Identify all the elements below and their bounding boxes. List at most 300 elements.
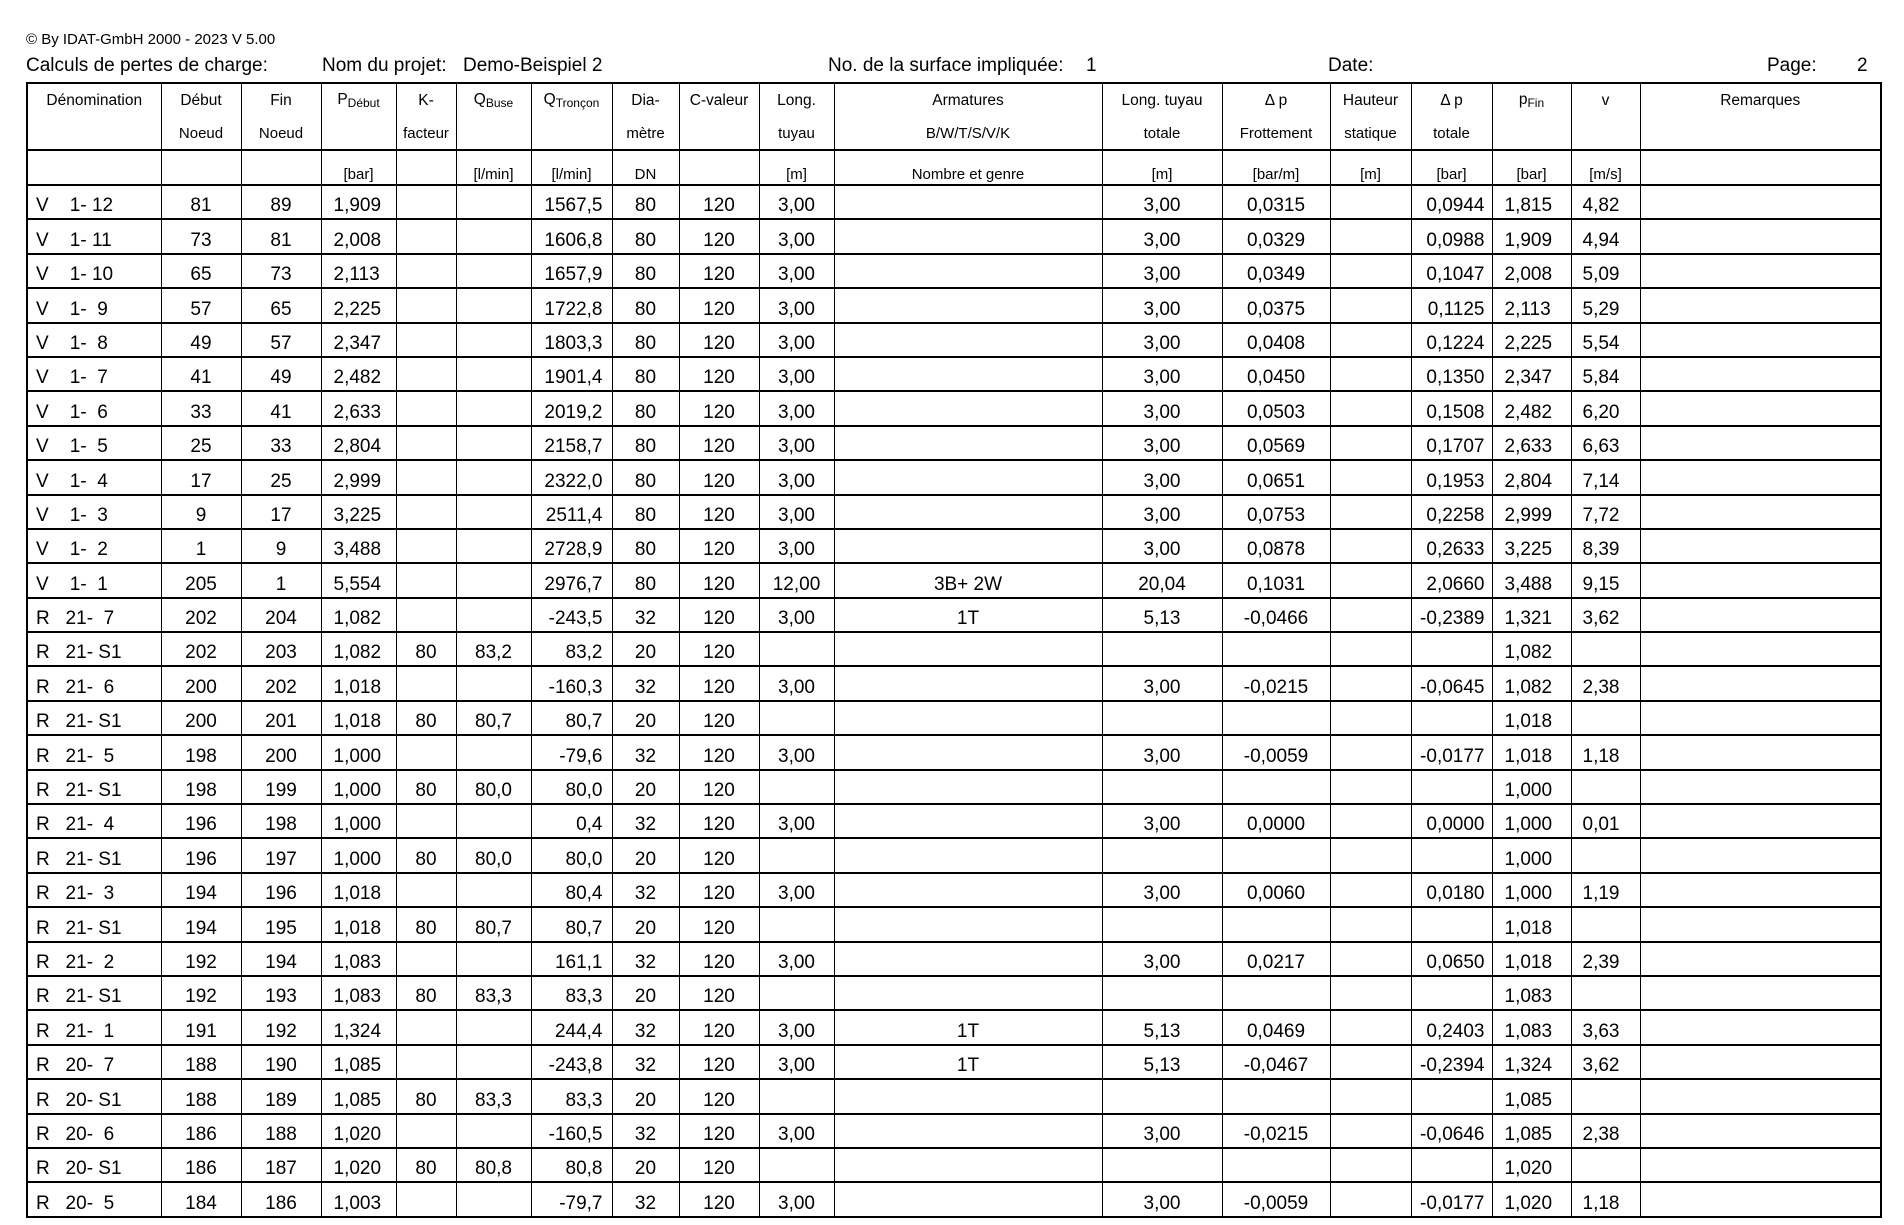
- cell-k-facteur: [396, 426, 456, 460]
- cell-debut-noeud: 25: [161, 426, 241, 460]
- cell-remarques: [1640, 219, 1881, 253]
- cell-q-troncon: 83,3: [531, 1079, 612, 1113]
- table-row: [27, 942, 1881, 976]
- cell-k-facteur: 80: [396, 1079, 456, 1113]
- table-row: [27, 598, 1881, 632]
- col-subheader-q-buse: [456, 117, 531, 150]
- col-unit-remarques: [1640, 150, 1881, 185]
- pressure-loss-table: [26, 82, 1882, 1218]
- cell-c-valeur: 120: [679, 1010, 759, 1044]
- col-header-label: Fin: [270, 91, 292, 109]
- cell-armatures: [834, 495, 1102, 529]
- col-unit-long-tuyau-totale: [m]: [1102, 150, 1222, 185]
- cell-vitesse: 5,84: [1571, 357, 1640, 391]
- cell-diametre: 20: [612, 907, 679, 941]
- col-header-k-facteur: [396, 83, 456, 117]
- cell-hauteur-statique: [1330, 907, 1411, 941]
- cell-long-tuyau: 3,00: [759, 666, 834, 700]
- cell-q-buse: [456, 357, 531, 391]
- cell-q-troncon: 1901,4: [531, 357, 612, 391]
- cell-diametre: 80: [612, 563, 679, 597]
- cell-denomination: V 1- 1: [27, 563, 161, 597]
- cell-debut-noeud: 188: [161, 1045, 241, 1079]
- cell-p-debut: 1,003: [321, 1182, 396, 1216]
- cell-remarques: [1640, 563, 1881, 597]
- cell-diametre: 32: [612, 598, 679, 632]
- cell-vitesse: 9,15: [1571, 563, 1640, 597]
- col-header-c-valeur: [679, 83, 759, 117]
- col-header-label: C-valeur: [689, 91, 749, 109]
- cell-debut-noeud: 196: [161, 804, 241, 838]
- cell-p-fin: 1,020: [1492, 1148, 1571, 1182]
- cell-vitesse: 1,18: [1571, 1182, 1640, 1216]
- cell-vitesse: [1571, 838, 1640, 872]
- cell-fin-noeud: 204: [241, 598, 321, 632]
- cell-long-tuyau-totale: [1102, 1079, 1222, 1113]
- cell-debut-noeud: 205: [161, 563, 241, 597]
- cell-vitesse: 5,09: [1571, 254, 1640, 288]
- cell-p-debut: 5,554: [321, 563, 396, 597]
- cell-diametre: 32: [612, 1010, 679, 1044]
- cell-c-valeur: 120: [679, 219, 759, 253]
- cell-k-facteur: 80: [396, 632, 456, 666]
- cell-dp-frottement: 0,0651: [1222, 460, 1330, 494]
- cell-c-valeur: 120: [679, 460, 759, 494]
- cell-hauteur-statique: [1330, 254, 1411, 288]
- cell-c-valeur: 120: [679, 563, 759, 597]
- cell-remarques: [1640, 1182, 1881, 1216]
- col-subheader-denomination: [27, 117, 161, 150]
- cell-dp-totale: 0,1224: [1411, 323, 1492, 357]
- cell-dp-frottement: 0,0060: [1222, 873, 1330, 907]
- cell-long-tuyau-totale: 3,00: [1102, 185, 1222, 219]
- cell-fin-noeud: 199: [241, 770, 321, 804]
- cell-fin-noeud: 196: [241, 873, 321, 907]
- cell-p-fin: 1,018: [1492, 907, 1571, 941]
- cell-dp-totale: 2,0660: [1411, 563, 1492, 597]
- cell-dp-totale: [1411, 632, 1492, 666]
- cell-hauteur-statique: [1330, 357, 1411, 391]
- cell-q-buse: [456, 460, 531, 494]
- col-header-subscript: Tronçon: [555, 96, 600, 110]
- cell-debut-noeud: 65: [161, 254, 241, 288]
- cell-denomination: R 21- S1: [27, 632, 161, 666]
- cell-p-debut: 3,488: [321, 529, 396, 563]
- cell-debut-noeud: 9: [161, 495, 241, 529]
- table-row: [27, 1079, 1881, 1113]
- cell-c-valeur: 120: [679, 391, 759, 425]
- cell-debut-noeud: 202: [161, 632, 241, 666]
- cell-k-facteur: [396, 185, 456, 219]
- cell-dp-frottement: [1222, 1148, 1330, 1182]
- cell-remarques: [1640, 495, 1881, 529]
- col-header-dp-frottement: [1222, 83, 1330, 117]
- cell-dp-totale: [1411, 1148, 1492, 1182]
- cell-debut-noeud: 202: [161, 598, 241, 632]
- cell-k-facteur: [396, 529, 456, 563]
- cell-diametre: 20: [612, 838, 679, 872]
- cell-debut-noeud: 1: [161, 529, 241, 563]
- cell-long-tuyau-totale: 3,00: [1102, 666, 1222, 700]
- cell-long-tuyau-totale: 3,00: [1102, 460, 1222, 494]
- cell-remarques: [1640, 185, 1881, 219]
- cell-denomination: V 1- 10: [27, 254, 161, 288]
- cell-vitesse: [1571, 770, 1640, 804]
- cell-remarques: [1640, 838, 1881, 872]
- cell-hauteur-statique: [1330, 323, 1411, 357]
- cell-long-tuyau-totale: 3,00: [1102, 357, 1222, 391]
- cell-denomination: R 21- 3: [27, 873, 161, 907]
- cell-dp-frottement: -0,0059: [1222, 735, 1330, 769]
- cell-q-buse: 83,2: [456, 632, 531, 666]
- cell-long-tuyau: 3,00: [759, 357, 834, 391]
- cell-vitesse: 3,62: [1571, 1045, 1640, 1079]
- cell-p-fin: 2,225: [1492, 323, 1571, 357]
- cell-p-fin: 1,082: [1492, 666, 1571, 700]
- cell-hauteur-statique: [1330, 942, 1411, 976]
- cell-diametre: 80: [612, 219, 679, 253]
- cell-c-valeur: 120: [679, 1114, 759, 1148]
- col-subheader-p-fin: [1492, 117, 1571, 150]
- cell-denomination: V 1- 11: [27, 219, 161, 253]
- cell-k-facteur: 80: [396, 701, 456, 735]
- cell-dp-frottement: 0,0408: [1222, 323, 1330, 357]
- cell-dp-frottement: [1222, 907, 1330, 941]
- cell-long-tuyau: 3,00: [759, 1045, 834, 1079]
- copyright-notice: © By IDAT-GmbH 2000 - 2023 V 5.00: [26, 31, 276, 48]
- cell-diametre: 80: [612, 323, 679, 357]
- cell-long-tuyau-totale: [1102, 907, 1222, 941]
- cell-fin-noeud: 189: [241, 1079, 321, 1113]
- cell-armatures: [834, 666, 1102, 700]
- cell-p-debut: 1,020: [321, 1114, 396, 1148]
- cell-q-buse: [456, 666, 531, 700]
- cell-k-facteur: 80: [396, 907, 456, 941]
- cell-remarques: [1640, 907, 1881, 941]
- col-header-remarques: [1640, 83, 1881, 117]
- cell-long-tuyau-totale: 3,00: [1102, 1182, 1222, 1216]
- cell-armatures: [834, 357, 1102, 391]
- cell-p-fin: 1,018: [1492, 701, 1571, 735]
- cell-p-debut: 1,018: [321, 873, 396, 907]
- cell-dp-totale: 0,1125: [1411, 288, 1492, 322]
- cell-remarques: [1640, 1079, 1881, 1113]
- cell-hauteur-statique: [1330, 873, 1411, 907]
- cell-k-facteur: 80: [396, 770, 456, 804]
- cell-diametre: 20: [612, 701, 679, 735]
- cell-hauteur-statique: [1330, 1182, 1411, 1216]
- cell-q-buse: [456, 1045, 531, 1079]
- cell-dp-totale: 0,1707: [1411, 426, 1492, 460]
- cell-dp-totale: 0,0000: [1411, 804, 1492, 838]
- cell-k-facteur: [396, 1114, 456, 1148]
- cell-q-troncon: 83,2: [531, 632, 612, 666]
- col-subheader-remarques: [1640, 117, 1881, 150]
- cell-q-troncon: 2976,7: [531, 563, 612, 597]
- cell-p-fin: 1,000: [1492, 838, 1571, 872]
- cell-armatures: [834, 426, 1102, 460]
- cell-p-debut: 1,018: [321, 666, 396, 700]
- cell-q-troncon: -160,3: [531, 666, 612, 700]
- cell-p-fin: 2,113: [1492, 288, 1571, 322]
- cell-q-buse: [456, 1010, 531, 1044]
- cell-c-valeur: 120: [679, 1182, 759, 1216]
- col-unit-denomination: [27, 150, 161, 185]
- col-header-label: Début: [180, 91, 222, 109]
- cell-long-tuyau-totale: 3,00: [1102, 288, 1222, 322]
- cell-debut-noeud: 194: [161, 873, 241, 907]
- cell-long-tuyau-totale: [1102, 838, 1222, 872]
- cell-q-buse: [456, 873, 531, 907]
- cell-q-troncon: 2322,0: [531, 460, 612, 494]
- cell-remarques: [1640, 598, 1881, 632]
- cell-diametre: 80: [612, 185, 679, 219]
- cell-hauteur-statique: [1330, 460, 1411, 494]
- cell-fin-noeud: 200: [241, 735, 321, 769]
- cell-long-tuyau: [759, 838, 834, 872]
- cell-diametre: 80: [612, 460, 679, 494]
- col-header-long-tuyau-totale: [1102, 83, 1222, 117]
- cell-debut-noeud: 194: [161, 907, 241, 941]
- cell-dp-frottement: 0,0753: [1222, 495, 1330, 529]
- cell-diametre: 32: [612, 666, 679, 700]
- cell-fin-noeud: 1: [241, 563, 321, 597]
- cell-dp-frottement: 0,0450: [1222, 357, 1330, 391]
- cell-fin-noeud: 17: [241, 495, 321, 529]
- cell-denomination: R 20- S1: [27, 1148, 161, 1182]
- cell-q-buse: [456, 1114, 531, 1148]
- cell-k-facteur: [396, 598, 456, 632]
- table-row: [27, 873, 1881, 907]
- cell-fin-noeud: 33: [241, 426, 321, 460]
- cell-p-fin: 1,909: [1492, 219, 1571, 253]
- col-unit-dp-frottement: [bar/m]: [1222, 150, 1330, 185]
- col-unit-long-tuyau: [m]: [759, 150, 834, 185]
- cell-debut-noeud: 191: [161, 1010, 241, 1044]
- cell-long-tuyau: 3,00: [759, 1010, 834, 1044]
- cell-p-fin: 1,085: [1492, 1079, 1571, 1113]
- cell-remarques: [1640, 735, 1881, 769]
- cell-hauteur-statique: [1330, 632, 1411, 666]
- cell-dp-frottement: [1222, 838, 1330, 872]
- cell-dp-totale: -0,0177: [1411, 1182, 1492, 1216]
- cell-remarques: [1640, 254, 1881, 288]
- col-header-subscript: Fin: [1527, 96, 1545, 110]
- cell-denomination: R 20- S1: [27, 1079, 161, 1113]
- cell-debut-noeud: 81: [161, 185, 241, 219]
- cell-denomination: R 21- S1: [27, 976, 161, 1010]
- cell-long-tuyau: [759, 701, 834, 735]
- cell-armatures: [834, 632, 1102, 666]
- cell-denomination: V 1- 5: [27, 426, 161, 460]
- cell-hauteur-statique: [1330, 219, 1411, 253]
- table-row: [27, 529, 1881, 563]
- cell-long-tuyau-totale: [1102, 701, 1222, 735]
- cell-denomination: R 20- 5: [27, 1182, 161, 1216]
- cell-vitesse: 2,38: [1571, 1114, 1640, 1148]
- cell-k-facteur: 80: [396, 976, 456, 1010]
- cell-q-buse: 80,0: [456, 770, 531, 804]
- cell-diametre: 20: [612, 770, 679, 804]
- cell-c-valeur: 120: [679, 1045, 759, 1079]
- cell-armatures: 3B+ 2W: [834, 563, 1102, 597]
- cell-remarques: [1640, 666, 1881, 700]
- cell-debut-noeud: 17: [161, 460, 241, 494]
- cell-long-tuyau: [759, 632, 834, 666]
- cell-long-tuyau: 3,00: [759, 323, 834, 357]
- cell-denomination: R 21- S1: [27, 907, 161, 941]
- cell-q-troncon: -243,8: [531, 1045, 612, 1079]
- cell-vitesse: [1571, 632, 1640, 666]
- cell-debut-noeud: 184: [161, 1182, 241, 1216]
- cell-armatures: [834, 976, 1102, 1010]
- cell-k-facteur: [396, 1045, 456, 1079]
- cell-c-valeur: 120: [679, 254, 759, 288]
- cell-fin-noeud: 186: [241, 1182, 321, 1216]
- cell-armatures: 1T: [834, 1010, 1102, 1044]
- col-unit-debut-noeud: [161, 150, 241, 185]
- col-subheader-fin-noeud: Noeud: [241, 117, 321, 150]
- cell-fin-noeud: 192: [241, 1010, 321, 1044]
- cell-hauteur-statique: [1330, 529, 1411, 563]
- cell-long-tuyau: 3,00: [759, 219, 834, 253]
- cell-c-valeur: 120: [679, 529, 759, 563]
- cell-diametre: 32: [612, 1114, 679, 1148]
- cell-long-tuyau-totale: 3,00: [1102, 804, 1222, 838]
- cell-q-troncon: 2019,2: [531, 391, 612, 425]
- cell-fin-noeud: 202: [241, 666, 321, 700]
- cell-k-facteur: [396, 1182, 456, 1216]
- col-header-diametre: [612, 83, 679, 117]
- cell-q-buse: [456, 254, 531, 288]
- cell-q-troncon: 244,4: [531, 1010, 612, 1044]
- cell-vitesse: 6,20: [1571, 391, 1640, 425]
- cell-long-tuyau: 3,00: [759, 873, 834, 907]
- cell-q-troncon: 1567,5: [531, 185, 612, 219]
- cell-dp-frottement: 0,0349: [1222, 254, 1330, 288]
- cell-denomination: V 1- 4: [27, 460, 161, 494]
- cell-armatures: [834, 1182, 1102, 1216]
- cell-debut-noeud: 192: [161, 942, 241, 976]
- table-row: [27, 1114, 1881, 1148]
- cell-k-facteur: 80: [396, 838, 456, 872]
- cell-diametre: 80: [612, 495, 679, 529]
- cell-q-buse: 80,0: [456, 838, 531, 872]
- cell-k-facteur: [396, 735, 456, 769]
- cell-vitesse: 5,54: [1571, 323, 1640, 357]
- cell-long-tuyau-totale: 3,00: [1102, 219, 1222, 253]
- cell-armatures: 1T: [834, 1045, 1102, 1079]
- cell-long-tuyau: 3,00: [759, 391, 834, 425]
- cell-vitesse: 1,18: [1571, 735, 1640, 769]
- cell-p-debut: 1,083: [321, 976, 396, 1010]
- cell-remarques: [1640, 529, 1881, 563]
- col-header-label: v: [1601, 91, 1610, 109]
- cell-diametre: 80: [612, 254, 679, 288]
- cell-p-debut: 1,083: [321, 942, 396, 976]
- table-row: [27, 185, 1881, 219]
- cell-hauteur-statique: [1330, 735, 1411, 769]
- col-header-subscript: Début: [347, 96, 380, 110]
- cell-vitesse: 3,63: [1571, 1010, 1640, 1044]
- cell-k-facteur: [396, 942, 456, 976]
- col-header-hauteur-statique: [1330, 83, 1411, 117]
- cell-dp-frottement: -0,0059: [1222, 1182, 1330, 1216]
- col-header-label: Δ p: [1264, 91, 1288, 109]
- cell-remarques: [1640, 1045, 1881, 1079]
- cell-dp-totale: [1411, 838, 1492, 872]
- cell-q-troncon: 2158,7: [531, 426, 612, 460]
- cell-p-fin: 1,020: [1492, 1182, 1571, 1216]
- cell-long-tuyau-totale: 3,00: [1102, 323, 1222, 357]
- cell-dp-totale: 0,0988: [1411, 219, 1492, 253]
- page-label: Page:: [1767, 55, 1817, 76]
- cell-armatures: [834, 185, 1102, 219]
- cell-dp-totale: [1411, 907, 1492, 941]
- table-row: [27, 770, 1881, 804]
- cell-p-fin: 2,633: [1492, 426, 1571, 460]
- cell-p-debut: 2,113: [321, 254, 396, 288]
- cell-dp-frottement: 0,0569: [1222, 426, 1330, 460]
- cell-debut-noeud: 200: [161, 666, 241, 700]
- cell-dp-totale: -0,2394: [1411, 1045, 1492, 1079]
- cell-hauteur-statique: [1330, 976, 1411, 1010]
- cell-dp-frottement: 0,0315: [1222, 185, 1330, 219]
- cell-long-tuyau-totale: 3,00: [1102, 873, 1222, 907]
- col-unit-vitesse: [m/s]: [1571, 150, 1640, 185]
- cell-denomination: R 21- S1: [27, 838, 161, 872]
- cell-p-debut: 1,000: [321, 804, 396, 838]
- cell-denomination: R 21- 2: [27, 942, 161, 976]
- cell-p-debut: 1,909: [321, 185, 396, 219]
- cell-dp-totale: 0,0650: [1411, 942, 1492, 976]
- cell-p-debut: 3,225: [321, 495, 396, 529]
- cell-q-buse: [456, 804, 531, 838]
- col-header-q-buse: [456, 83, 531, 117]
- cell-c-valeur: 120: [679, 666, 759, 700]
- cell-c-valeur: 120: [679, 185, 759, 219]
- cell-p-fin: 2,347: [1492, 357, 1571, 391]
- cell-fin-noeud: 187: [241, 1148, 321, 1182]
- col-header-p-debut: [321, 83, 396, 117]
- col-unit-diametre: DN: [612, 150, 679, 185]
- col-subheader-debut-noeud: Noeud: [161, 117, 241, 150]
- cell-p-fin: 1,815: [1492, 185, 1571, 219]
- col-unit-p-fin: [bar]: [1492, 150, 1571, 185]
- cell-hauteur-statique: [1330, 495, 1411, 529]
- col-unit-hauteur-statique: [m]: [1330, 150, 1411, 185]
- cell-hauteur-statique: [1330, 770, 1411, 804]
- cell-fin-noeud: 49: [241, 357, 321, 391]
- cell-k-facteur: [396, 563, 456, 597]
- cell-hauteur-statique: [1330, 288, 1411, 322]
- col-header-label: Q: [543, 91, 556, 108]
- cell-hauteur-statique: [1330, 838, 1411, 872]
- table-row: [27, 495, 1881, 529]
- cell-p-fin: 1,000: [1492, 873, 1571, 907]
- cell-p-debut: 1,000: [321, 735, 396, 769]
- table-row: [27, 1182, 1881, 1216]
- col-header-armatures: [834, 83, 1102, 117]
- cell-hauteur-statique: [1330, 666, 1411, 700]
- cell-dp-frottement: 0,0878: [1222, 529, 1330, 563]
- col-unit-armatures: Nombre et genre: [834, 150, 1102, 185]
- cell-denomination: R 21- 7: [27, 598, 161, 632]
- table-row: [27, 632, 1881, 666]
- table-row: [27, 976, 1881, 1010]
- col-subheader-hauteur-statique: statique: [1330, 117, 1411, 150]
- cell-q-buse: 83,3: [456, 976, 531, 1010]
